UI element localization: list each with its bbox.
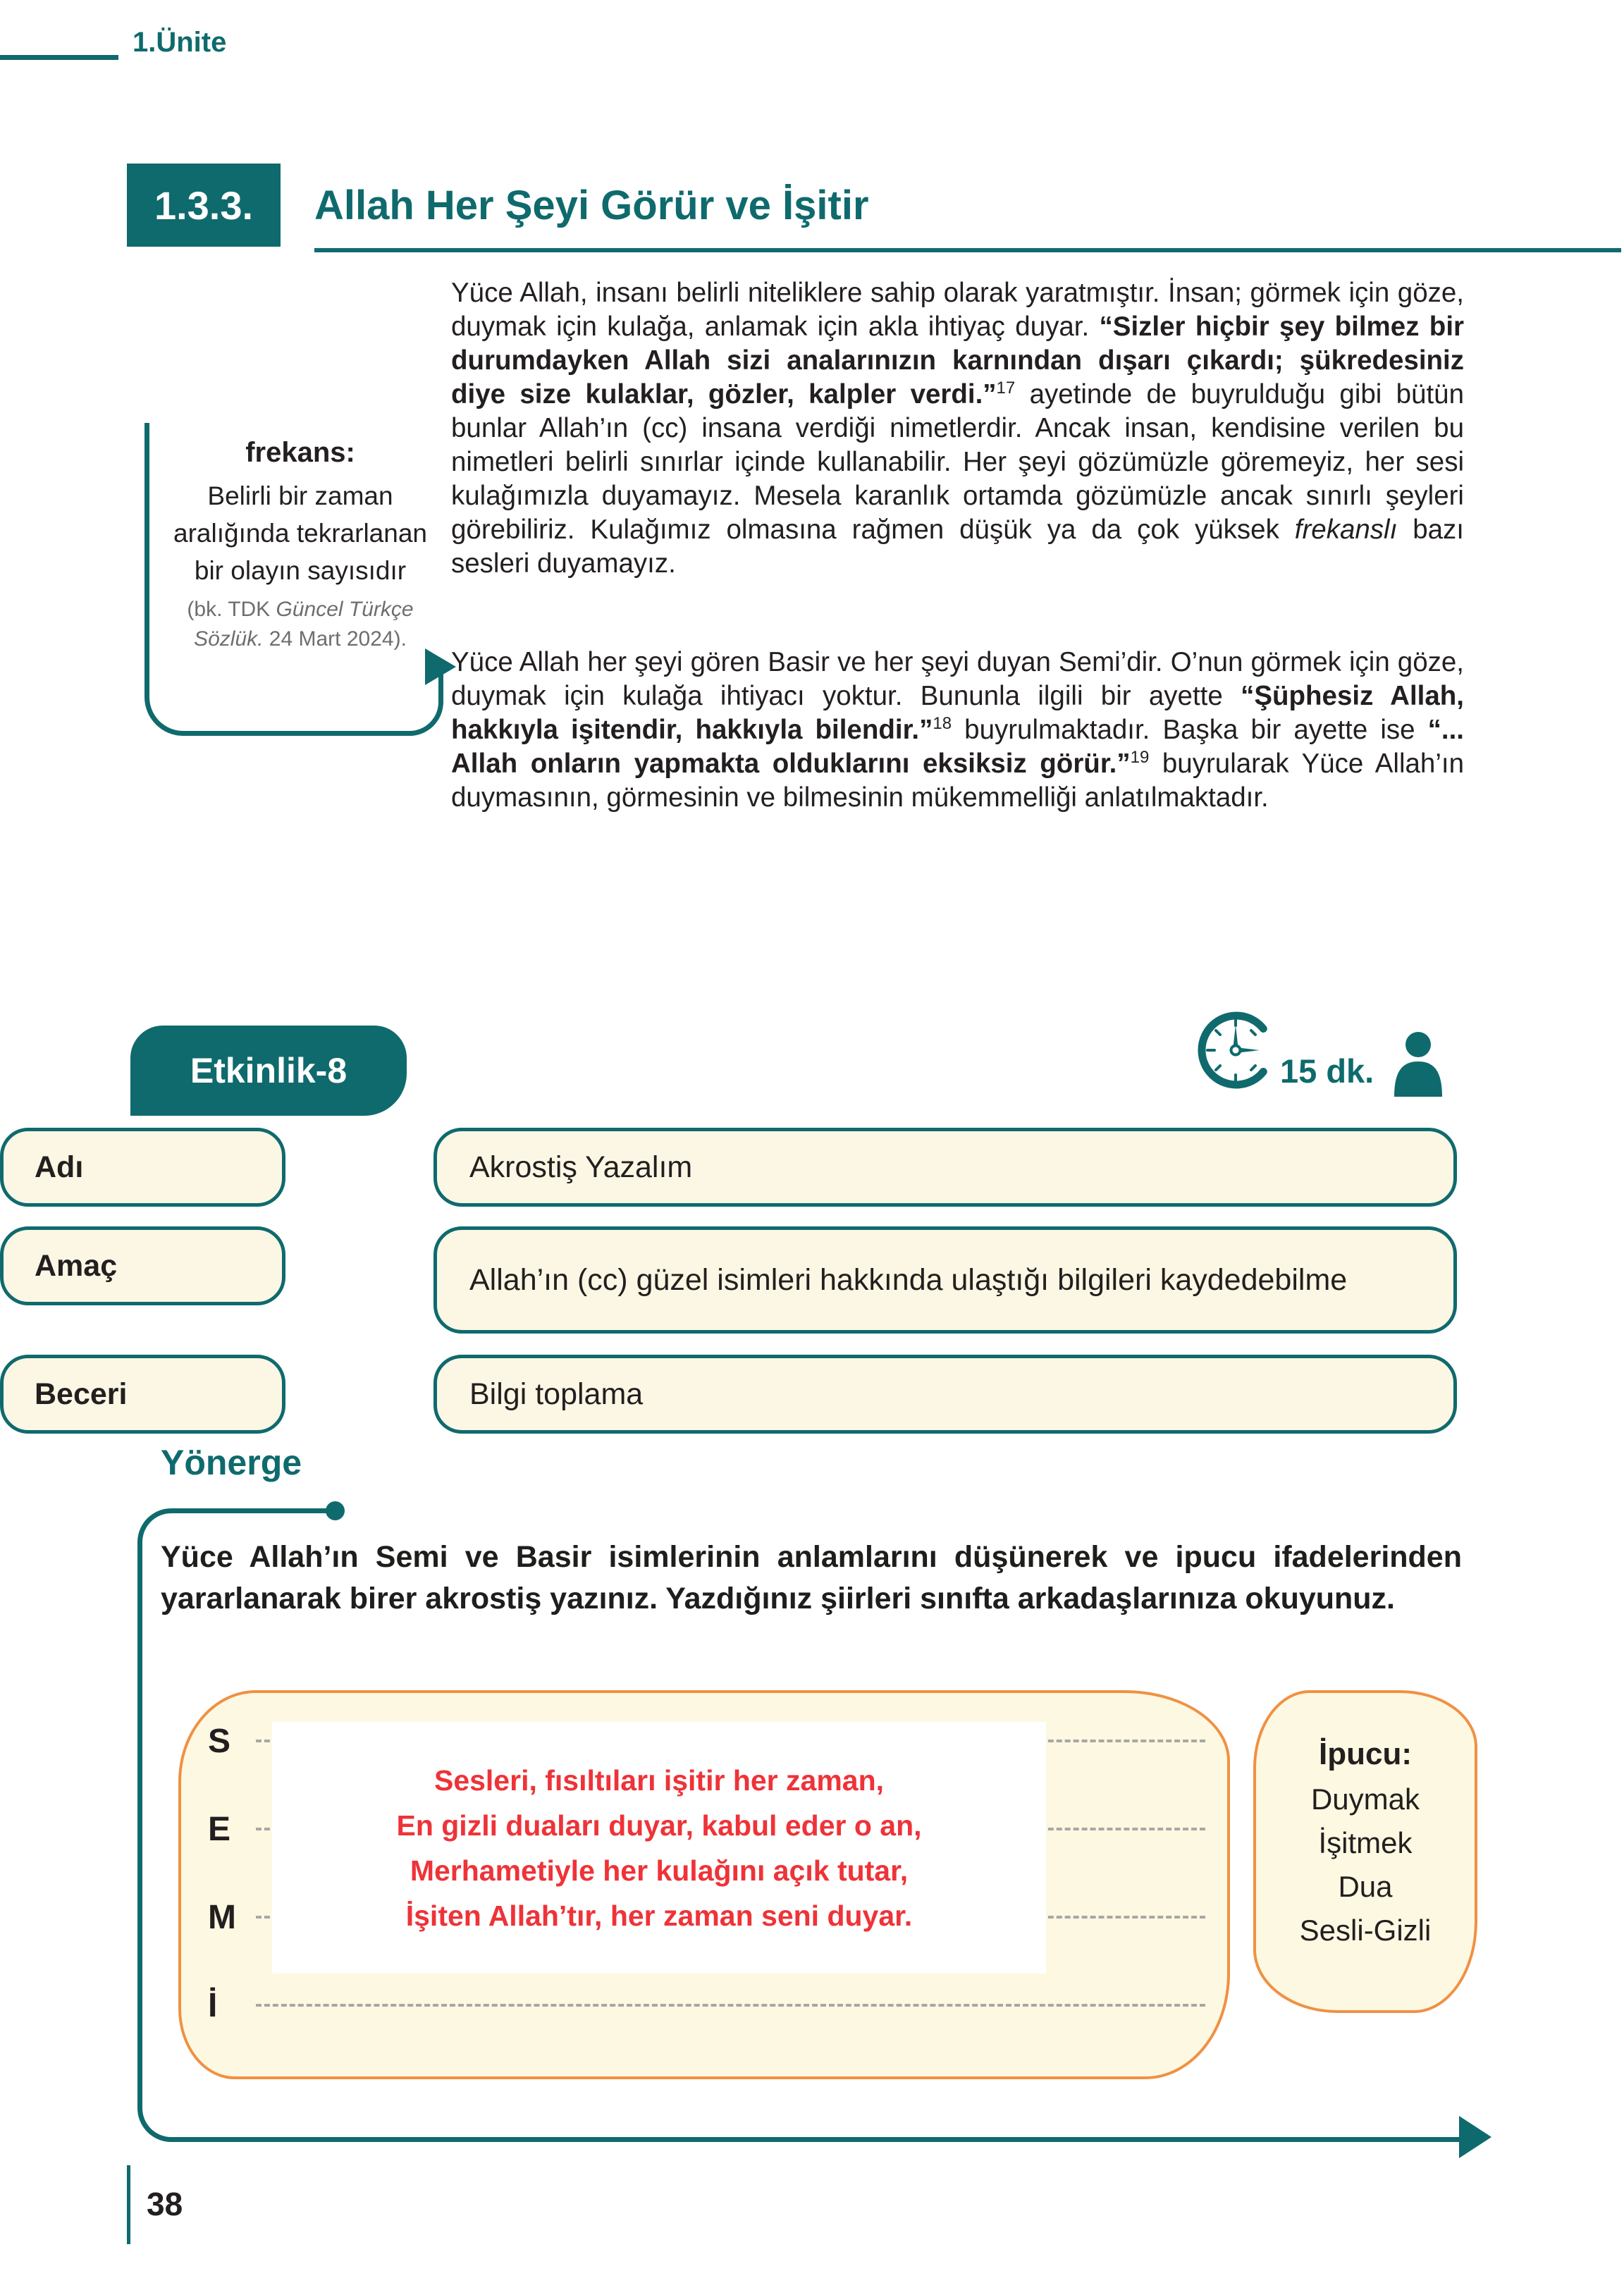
hint-item-2: İşitmek — [1318, 1826, 1413, 1859]
acrostic-row-i[interactable] — [208, 1983, 1205, 2028]
definition-source-title: Güncel Türkçe Sözlük. — [194, 598, 414, 651]
section-number-badge: 1.3.3. — [127, 164, 281, 247]
directive-title: Yönerge — [161, 1443, 302, 1482]
footnote-ref-19: 19 — [1130, 748, 1150, 768]
paragraph-1-quote: “Sizler hiçbir şey bilmez bir durumdayken Allah sizi analarınızın karnından dışarı çıkardı; şükredesiniz diye size kulaklar, gözler, kalpler verdi.” — [451, 312, 1464, 410]
definition-text: Belirli bir zaman aralığında tekrarlanan bir olayın sayısıdır — [173, 481, 427, 585]
definition-box — [156, 437, 444, 654]
paragraph-2-quote-2: “... Allah onların yapmakta olduklarını eksiksiz görür.” — [451, 715, 1464, 779]
definition-term: frekans: — [245, 437, 355, 468]
paragraph-2-text-3: buyrularak Yüce Allah’ın duymasının, görmesinin ve bilmesinin mükemmelliği anlatılmaktadır. — [451, 749, 1464, 813]
poem-line-1: Sesleri, fısıltıları işitir her zaman, — [433, 1763, 885, 1797]
paragraph-1-term: frekanslı — [1294, 515, 1398, 545]
hint-box — [1253, 1690, 1477, 2013]
activity-badge: Etkinlik-8 — [130, 1026, 407, 1116]
acrostic-letter-m: M — [208, 1898, 236, 1936]
definition-source-prefix: (bk. TDK — [187, 598, 276, 621]
timeline-vertical-line — [137, 1551, 142, 2072]
arrow-right-icon — [1459, 2116, 1491, 2158]
footnote-ref-17: 17 — [996, 378, 1016, 398]
poem-line-3: Merhametiyle her kulağını açık tutar, — [410, 1854, 909, 1887]
paragraph-1-text: Yüce Allah, insanı belirli niteliklere sahip olarak yaratmıştır. İnsan; görmek için göze, duymak için kulağa, anlamak için akla ihtiyaç duyar. — [451, 278, 1464, 342]
row-goal-value: Allah’ın (cc) güzel isimleri hakkında ulaştığı bilgileri kaydedebilme — [433, 1226, 1457, 1334]
directive-text: Yüce Allah’ın Semi ve Basir isimlerinin anlamlarını düşünerek ve ipucu ifadelerinden yararlanarak birer akrostiş yazınız. Yazdığınız şiirleri sınıfta arkadaşlarınıza okuyunuz. — [161, 1540, 1462, 1615]
hint-item-4: Sesli-Gizli — [1299, 1914, 1432, 1947]
row-skill-value: Bilgi toplama — [433, 1355, 1457, 1434]
unit-label: 1.Ünite — [133, 27, 227, 58]
acrostic-letter-i: İ — [208, 1986, 218, 2024]
title-underline — [314, 248, 1621, 252]
hint-item-3: Dua — [1338, 1870, 1393, 1903]
paragraph-2-text: Yüce Allah her şeyi gören Basir ve her şeyi duyan Semi’dir. O’nun görmek için göze, duymak için kulağa ihtiyacı yoktur. Bununla ilgili bir ayette — [451, 647, 1464, 711]
paragraph-1 — [451, 276, 1464, 581]
paragraph-2-quote-1: “Şüphesiz Allah, hakkıyla işitendir, hakkıyla bilendir.” — [451, 681, 1465, 745]
write-line[interactable] — [256, 2004, 1205, 2007]
hint-item-1: Duymak — [1310, 1783, 1420, 1816]
paragraph-1-text-3: bazı sesleri duyamayız. — [451, 515, 1465, 579]
paragraph-2 — [451, 646, 1464, 815]
poem-line-4: İşiten Allah’tır, her zaman seni duyar. — [405, 1899, 913, 1932]
row-skill-label: Beceri — [0, 1355, 285, 1434]
footnote-ref-18: 18 — [933, 714, 952, 734]
acrostic-letter-s: S — [208, 1722, 231, 1760]
sample-poem-box — [272, 1722, 1046, 1974]
page-number: 38 — [147, 2186, 183, 2222]
definition-source-suffix: 24 Mart 2024). — [263, 627, 407, 651]
acrostic-letter-e: E — [208, 1810, 231, 1848]
paragraph-1-text-2: ayetinde de buyrulduğu gibi bütün bunlar Allah’ın (cc) insana verdiği nimetlerdir. Ancak insan, kendisine verilen bu nimetleri belirli sınırlar içinde kullanabilir. Her şeyi gözümüzle göremeyiz, her sesi kulağımızla duyamayız. Mesela karanlık ortamda gözümüzle ancak sınırlı şeyleri görebiliriz. Kulağımız olmasına rağmen düşük ya da çok yüksek — [451, 379, 1464, 545]
row-name-label: Adı — [0, 1128, 285, 1207]
row-goal-label: Amaç — [0, 1226, 285, 1305]
page-title: Allah Her Şeyi Görür ve İşitir — [314, 182, 869, 228]
hint-title: İpucu: — [1319, 1737, 1412, 1771]
directive-dot — [326, 1501, 345, 1520]
paragraph-2-text-2: buyrulmaktadır. Başka bir ayette ise — [952, 715, 1428, 745]
unit-header-line — [0, 55, 118, 60]
poem-line-2: En gizli duaları duyar, kabul eder o an, — [396, 1809, 922, 1842]
page-number-rule — [127, 2165, 130, 2244]
duration-label: 15 dk. — [1280, 1052, 1374, 1090]
row-name-value: Akrostiş Yazalım — [433, 1128, 1457, 1207]
definition-source — [156, 595, 444, 654]
body-text — [451, 276, 1464, 815]
clock-icon — [1191, 1008, 1280, 1103]
person-icon — [1387, 1029, 1449, 1102]
